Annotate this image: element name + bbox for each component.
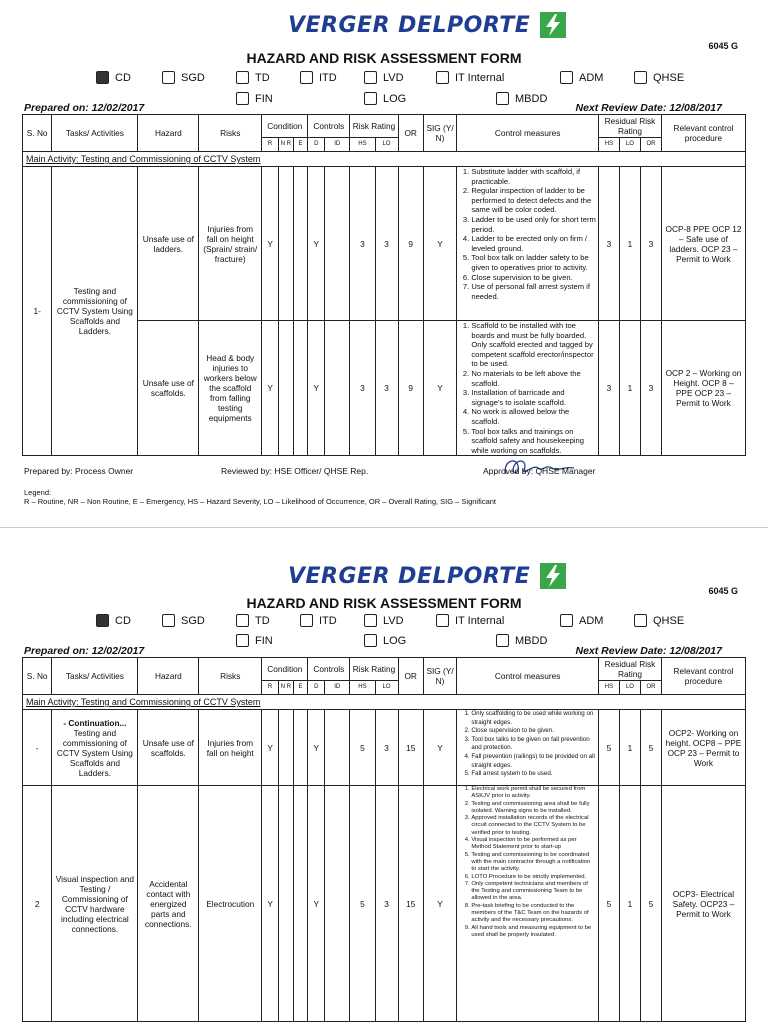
dept-checkbox-sgd[interactable] (162, 614, 205, 627)
row-cond-nr (278, 167, 293, 321)
dept-label: IT Internal (455, 71, 505, 84)
row-sig: Y (423, 167, 457, 321)
approved-by: Approved by: QHSE Manager (483, 466, 596, 476)
row-cond-e (293, 167, 308, 321)
control-measure-item: 1. Scaffold to be installed with toe boards and must be fully boarded. Only scaffold erected and tagged by competent scaffold erector/inspector to be used. (471, 321, 596, 369)
checkbox-icon (300, 614, 313, 627)
control-measures-list (459, 321, 596, 455)
col-residual: Residual Risk Rating (598, 115, 661, 138)
row-sig: Y (423, 321, 457, 456)
sub-e: E (293, 138, 308, 152)
header-row (23, 658, 746, 681)
sub-nr: N R (278, 681, 293, 695)
col-tasks: Tasks/ Activities (52, 115, 138, 152)
control-measure-item: 2. Close supervision to be given. (471, 727, 596, 736)
row-cond-r: Y (262, 321, 279, 456)
checkbox-icon (436, 614, 449, 627)
control-measure-item: 4. Ladder to be erected only on firm / leveled ground. (471, 234, 596, 253)
row-sno: 1- (23, 167, 52, 456)
document-code: 6045 G (708, 41, 738, 51)
dept-checkbox-mbdd[interactable] (496, 634, 547, 647)
col-controls: Controls (308, 115, 350, 138)
checkbox-icon (364, 92, 377, 105)
company-logo (288, 8, 566, 42)
dept-checkbox-fin[interactable] (236, 634, 273, 647)
col-sig: SIG (Y/ N) (423, 658, 457, 695)
risk-table (22, 657, 746, 1022)
checkbox-icon (236, 92, 249, 105)
sub-res-hs: HS (598, 681, 619, 695)
row-hazard: Unsafe use of scaffolds. (138, 710, 199, 786)
control-measure-item: 4. No work is allowed below the scaffold. (471, 407, 596, 426)
checkbox-icon (364, 614, 377, 627)
control-measure-item: 2. Regular inspection of ladder to be performed to detect defects and the same will be color coded. (471, 186, 596, 215)
row-ctrl-d: Y (308, 321, 325, 456)
risk-table (22, 114, 746, 456)
col-tasks: Tasks/ Activities (52, 658, 138, 695)
dept-checkbox-adm[interactable] (560, 71, 603, 84)
control-measure-item: 3. Approved installation records of the electrical circuit connected to the CCTV System to be verified prior to testing. (471, 815, 596, 837)
row-ctrl-id (325, 321, 350, 456)
dept-label: QHSE (653, 614, 685, 627)
col-hazard: Hazard (138, 115, 199, 152)
col-risks: Risks (199, 115, 262, 152)
col-control-measures: Control measures (457, 658, 599, 695)
control-measure-item: 5. Fall arrest system to be used. (471, 770, 596, 779)
row-sno: 2 (23, 786, 52, 1022)
sub-res-lo: LO (619, 681, 640, 695)
row-cond-e (293, 786, 308, 1022)
checkbox-icon (634, 614, 647, 627)
row-res-or: 5 (640, 710, 661, 786)
dept-checkbox-it-internal[interactable] (436, 71, 504, 84)
next-review-date: Next Review Date: 12/08/2017 (575, 102, 722, 114)
row-sig: Y (423, 710, 457, 786)
row-control-measures (457, 786, 599, 1022)
checkbox-icon (364, 634, 377, 647)
row-hazard: Accidental contact with energized parts and connections. (138, 786, 199, 1022)
sub-lo: LO (375, 138, 398, 152)
dept-checkbox-itd[interactable] (300, 614, 337, 627)
control-measure-item: 2. Testing and commissioning area shall be fully isolated. Warning signs to be installed. (471, 801, 596, 816)
form-title: HAZARD AND RISK ASSESSMENT FORM (246, 595, 522, 611)
row-hazard: Unsafe use of ladders. (138, 167, 199, 321)
company-logo (288, 559, 566, 593)
control-measures-list (459, 786, 596, 939)
sub-id: ID (325, 138, 350, 152)
dept-label: MBDD (515, 92, 548, 105)
sub-res-or: OR (640, 681, 661, 695)
dept-checkbox-log[interactable] (364, 634, 406, 647)
row-res-lo: 1 (619, 710, 640, 786)
dept-checkbox-adm[interactable] (560, 614, 603, 627)
dept-checkbox-it-internal[interactable] (436, 614, 504, 627)
dept-label: TD (255, 71, 270, 84)
legend (24, 488, 496, 506)
control-measure-item: 9. All hand tools and measuring equipment to be used shall be properly insulated. (471, 925, 596, 940)
dept-checkbox-qhse[interactable] (634, 71, 684, 84)
document-code: 6045 G (708, 586, 738, 596)
dept-label: SGD (181, 71, 205, 84)
main-activity-row (23, 152, 746, 167)
row-res-hs: 5 (598, 786, 619, 1022)
row-sig: Y (423, 786, 457, 1022)
control-measure-item: 7. Only competent technicians and members of the Testing and commissioning Team to be allowed in the area. (471, 881, 596, 903)
control-measure-item: 1. Substitute ladder with scaffold, if practicable. (471, 167, 596, 186)
checkbox-icon (364, 71, 377, 84)
row-lo: 3 (375, 786, 398, 1022)
dept-label: LVD (383, 614, 404, 627)
row-cond-e (293, 321, 308, 456)
col-sno: S. No (23, 658, 52, 695)
checkbox-icon (496, 92, 509, 105)
form-title: HAZARD AND RISK ASSESSMENT FORM (246, 50, 522, 66)
main-activity-row (23, 695, 746, 710)
control-measure-item: 4. Fall prevention (railings) to be provided on all straight edges. (471, 753, 596, 770)
col-residual: Residual Risk Rating (598, 658, 661, 681)
row-control-measures (457, 321, 599, 456)
row-lo: 3 (375, 710, 398, 786)
control-measure-item: 7. Use of personal fall arrest system if needed. (471, 282, 596, 301)
row-task: Visual inspection and Testing / Commissioning of CCTV hardware including electrical connections. (52, 786, 138, 1022)
row-res-or: 3 (640, 167, 661, 321)
row-procedure: OCP 2 – Working on Height. OCP 8 – PPE OCP 23 – Permit to Work (661, 321, 745, 456)
sub-res-hs: HS (598, 138, 619, 152)
row-res-lo: 1 (619, 786, 640, 1022)
row-res-hs: 3 (598, 167, 619, 321)
company-name: VERGER DELPORTE (288, 12, 531, 38)
dept-checkbox-cd[interactable] (96, 71, 131, 84)
row-hs: 3 (350, 167, 375, 321)
dept-label: ITD (319, 614, 337, 627)
row-ctrl-id (325, 167, 350, 321)
sub-e: E (293, 681, 308, 695)
sub-d: D (308, 681, 325, 695)
row-cond-nr (278, 321, 293, 456)
col-or: OR (398, 115, 423, 152)
dept-checkbox-cd[interactable] (96, 614, 131, 627)
control-measure-item: 2. No materials to be left above the scaffold. (471, 369, 596, 388)
col-controls: Controls (308, 658, 350, 681)
dept-label: MBDD (515, 634, 548, 647)
checkbox-icon (300, 71, 313, 84)
main-activity: Main Activity: Testing and Commissioning of CCTV System (23, 152, 746, 167)
logo-bolt-icon (540, 12, 566, 38)
col-risk-rating: Risk Rating (350, 115, 398, 138)
col-risks: Risks (199, 658, 262, 695)
row-risk: Injuries from fall on height (199, 710, 262, 786)
header-row (23, 115, 746, 138)
control-measure-item: 3. Tool box talks to be given on fall prevention and protection. (471, 736, 596, 753)
dept-checkbox-td[interactable] (236, 71, 270, 84)
dept-checkbox-fin[interactable] (236, 92, 273, 105)
row-control-measures (457, 710, 599, 786)
row-cond-nr (278, 710, 293, 786)
row-ctrl-id (325, 786, 350, 1022)
row-or: 15 (398, 786, 423, 1022)
row-hs: 5 (350, 710, 375, 786)
control-measure-item: 3. Ladder to be used only for short term period. (471, 215, 596, 234)
page-divider (0, 527, 768, 528)
control-measure-item: 5. Tool box talk on ladder safety to be given to operatives prior to activity. (471, 253, 596, 272)
dept-label: ADM (579, 614, 604, 627)
control-measure-item: 5. Testing and commissioning to be coordinated with the main contractor through a notification to start the activity. (471, 852, 596, 874)
sub-res-lo: LO (619, 138, 640, 152)
dept-label: CD (115, 614, 131, 627)
control-measure-item: 6. Close supervision to be given. (471, 273, 596, 283)
dept-checkbox-td[interactable] (236, 614, 270, 627)
sub-hs: HS (350, 138, 375, 152)
row-res-lo: 1 (619, 321, 640, 456)
col-condition: Condition (262, 658, 308, 681)
checkbox-icon (236, 634, 249, 647)
dept-checkbox-lvd[interactable] (364, 614, 404, 627)
row-cond-r: Y (262, 786, 279, 1022)
dept-label: TD (255, 614, 270, 627)
row-ctrl-id (325, 710, 350, 786)
table-row (23, 786, 746, 1022)
row-hazard: Unsafe use of scaffolds. (138, 321, 199, 456)
dept-label: LOG (383, 634, 407, 647)
row-risk: Injuries from fall on height (Sprain/ strain/ fracture) (199, 167, 262, 321)
row-procedure: OCP3- Electrical Safety. OCP23 – Permit to Work (661, 786, 745, 1022)
sub-nr: N R (278, 138, 293, 152)
row-task-text: Testing and commissioning of CCTV System Using Scaffolds and Ladders. (56, 727, 133, 778)
reviewed-by: Reviewed by: HSE Officer/ QHSE Rep. (221, 466, 369, 476)
col-relevant: Relevant control procedure (661, 658, 745, 695)
row-res-lo: 1 (619, 167, 640, 321)
sub-res-or: OR (640, 138, 661, 152)
control-measure-item: 6. LOTO Procedure to be strictly implemented. (471, 874, 596, 881)
legend-text: R – Routine, NR – Non Routine, E – Emergency, HS – Hazard Severity, LO – Likelihood of Occurrence, OR – Overall Rating, SIG – Significant (24, 497, 497, 506)
row-cond-r: Y (262, 167, 279, 321)
company-name: VERGER DELPORTE (288, 563, 531, 589)
continuation-label: - Continuation... (63, 717, 127, 728)
row-res-hs: 3 (598, 321, 619, 456)
sub-id: ID (325, 681, 350, 695)
row-risk: Head & body injuries to workers below the scaffold from falling testing equipments (199, 321, 262, 456)
checkbox-icon (162, 71, 175, 84)
row-lo: 3 (375, 167, 398, 321)
dept-label: LVD (383, 71, 404, 84)
control-measure-item: 3. Installation of barricade and signage's to isolate scaffold. (471, 388, 596, 407)
control-measure-item: 1. Electrical work permit shall be secured from ASKJV prior to activity. (471, 786, 596, 801)
dept-label: QHSE (653, 71, 685, 84)
dept-checkbox-itd[interactable] (300, 71, 337, 84)
dept-label: ADM (579, 71, 604, 84)
dept-checkbox-log[interactable] (364, 92, 406, 105)
control-measure-item: 8. Pre-task briefing to be conducted to the members of the T&C Team on the hazards of activity and the necessary precautions. (471, 903, 596, 925)
checkbox-icon (162, 614, 175, 627)
row-ctrl-d: Y (308, 710, 325, 786)
sub-d: D (308, 138, 325, 152)
table-row (23, 710, 746, 786)
checkbox-icon (236, 71, 249, 84)
prepared-on-date: Prepared on: 12/02/2017 (24, 102, 145, 114)
checkbox-icon (634, 71, 647, 84)
row-hs: 3 (350, 321, 375, 456)
row-lo: 3 (375, 321, 398, 456)
sub-r: R (262, 138, 279, 152)
control-measure-item: 1. Only scaffolding to be used while working on straight edges. (471, 710, 596, 727)
control-measures-list (459, 710, 596, 779)
checkbox-icon (236, 614, 249, 627)
dept-checkbox-sgd[interactable] (162, 71, 205, 84)
row-task (52, 710, 138, 786)
row-task: Testing and commissioning of CCTV System Using Scaffolds and Ladders. (52, 167, 138, 456)
control-measure-item: 4. Visual inspection to be performed as per Method Statement prior to start-up (471, 837, 596, 852)
dept-label: SGD (181, 614, 205, 627)
dept-label: ITD (319, 71, 337, 84)
col-relevant: Relevant control procedure (661, 115, 745, 152)
sub-r: R (262, 681, 279, 695)
next-review-date: Next Review Date: 12/08/2017 (575, 645, 722, 657)
col-hazard: Hazard (138, 658, 199, 695)
dept-label: FIN (255, 92, 273, 105)
checkbox-icon (560, 614, 573, 627)
row-cond-r: Y (262, 710, 279, 786)
prepared-on-date: Prepared on: 12/02/2017 (24, 645, 145, 657)
col-risk-rating: Risk Rating (350, 658, 398, 681)
row-cond-nr (278, 786, 293, 1022)
checkbox-icon (96, 71, 109, 84)
form-page-2 (0, 545, 768, 1024)
row-risk: Electrocution (199, 786, 262, 1022)
row-or: 15 (398, 710, 423, 786)
checkbox-icon (436, 71, 449, 84)
dept-checkbox-lvd[interactable] (364, 71, 404, 84)
col-sno: S. No (23, 115, 52, 152)
row-res-or: 3 (640, 321, 661, 456)
dept-checkbox-qhse[interactable] (634, 614, 684, 627)
sub-lo: LO (375, 681, 398, 695)
logo-bolt-icon (540, 563, 566, 589)
control-measures-list (459, 167, 596, 301)
table-row (23, 167, 746, 321)
main-activity: Main Activity: Testing and Commissioning of CCTV System (23, 695, 746, 710)
control-measure-item: 5. Tool box talks and trainings on scaffold safety and housekeeping while working on scaffolds. (471, 427, 596, 456)
dept-label: FIN (255, 634, 273, 647)
col-or: OR (398, 658, 423, 695)
row-hs: 5 (350, 786, 375, 1022)
row-or: 9 (398, 321, 423, 456)
col-condition: Condition (262, 115, 308, 138)
checkbox-icon (496, 634, 509, 647)
dept-label: CD (115, 71, 131, 84)
checkbox-icon (560, 71, 573, 84)
checkbox-icon (96, 614, 109, 627)
row-ctrl-d: Y (308, 167, 325, 321)
prepared-by: Prepared by: Process Owner (24, 466, 134, 476)
row-control-measures (457, 167, 599, 321)
col-sig: SIG (Y/ N) (423, 115, 457, 152)
col-control-measures: Control measures (457, 115, 599, 152)
dept-checkbox-mbdd[interactable] (496, 92, 547, 105)
row-cond-e (293, 710, 308, 786)
dept-label: LOG (383, 92, 407, 105)
dept-label: IT Internal (455, 614, 505, 627)
row-or: 9 (398, 167, 423, 321)
row-sno: - (23, 710, 52, 786)
legend-title: Legend: (24, 488, 52, 497)
sub-hs: HS (350, 681, 375, 695)
row-procedure: OCP2- Working on height. OCP8 – PPE OCP 23 – Permit to Work (661, 710, 745, 786)
row-res-hs: 5 (598, 710, 619, 786)
row-res-or: 5 (640, 786, 661, 1022)
row-procedure: OCP-8 PPE OCP 12 – Safe use of ladders. OCP 23 – Permit to Work (661, 167, 745, 321)
row-ctrl-d: Y (308, 786, 325, 1022)
